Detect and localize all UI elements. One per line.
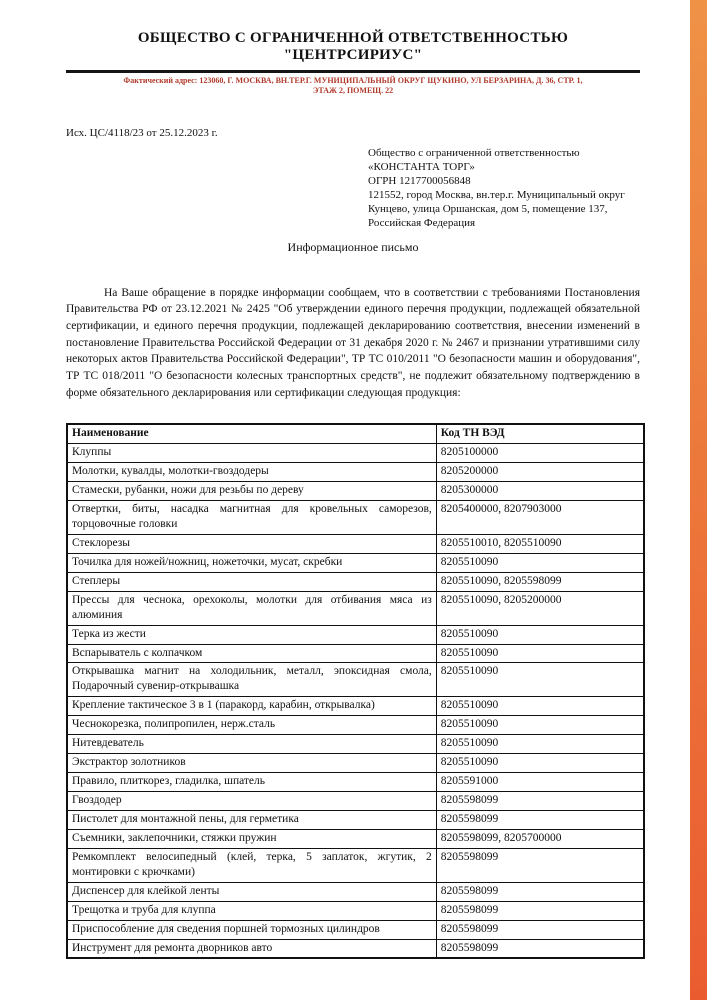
table-row [67,882,644,901]
table-row [67,735,644,754]
table-row [67,572,644,591]
tnved-code: 8205591000 [436,773,644,792]
product-name: Крепление тактическое 3 в 1 (паракорд, карабин, открывалка) [67,697,436,716]
table-row [67,848,644,882]
table-row [67,591,644,625]
letter-content [66,30,640,959]
tnved-code: 8205598099 [436,810,644,829]
table-row [67,792,644,811]
column-header-name: Наименование [67,424,436,443]
table-row [67,444,644,463]
letter-body: На Ваше обращение в порядке информации сообщаем, что в соответствии с требованиями Постановления Правительства РФ от 23.12.2021 № 2425 "Об утверждении единого перечня продукции, подлежащей обязательной сертификации, и единого перечня продукции, подлежащей декларированию соответствия, внесении изменений в постановление Правительства Российской Федерации от 31 декабря 2020 г. № 2467 и признании утратившими силу некоторых актов Правительства Российской Федерации", ТР ТС 010/2011 "О безопасности машин и оборудования", ТР ТС 018/2011 "О безопасности колесных транспортных средств", не подлежит обязательному подтверждению в форме обязательного декларирования или сертификации следующая продукция: [66,286,640,399]
table-row [67,663,644,697]
table-row [67,644,644,663]
table-row [67,553,644,572]
tnved-code: 8205300000 [436,482,644,501]
org-title-line2: "ЦЕНТРСИРИУС" [283,47,423,64]
product-name: Терка из жести [67,625,436,644]
accent-side-bar [690,0,707,1000]
table-row [67,901,644,920]
tnved-code: 8205598099 [436,792,644,811]
tnved-code: 8205598099 [436,920,644,939]
recipient-line: ОГРН 1217700056848 [368,175,471,188]
product-name: Пистолет для монтажной пены, для герметика [67,810,436,829]
recipient-line: Кунцево, улица Оршанская, дом 5, помещение 137, [368,203,608,216]
tnved-code: 8205510090 [436,754,644,773]
outgoing-reference: Исх. ЦС/4118/23 от 25.12.2023 г. [66,127,218,140]
product-name: Диспенсер для клейкой ленты [67,882,436,901]
recipient-line: Общество с ограниченной ответственностью [368,147,580,160]
tnved-code: 8205598099 [436,901,644,920]
product-name: Экстрактор золотников [67,754,436,773]
org-title [66,30,640,65]
table-row [67,810,644,829]
recipient-line: 121552, город Москва, вн.тер.г. Муниципальный округ [368,189,625,202]
product-name: Правило, плиткорез, гладилка, шпатель [67,773,436,792]
tnved-code: 8205400000, 8207903000 [436,501,644,535]
tnved-code: 8205510090 [436,644,644,663]
tnved-code: 8205598099 [436,939,644,958]
product-name: Приспособление для сведения поршней тормозных цилиндров [67,920,436,939]
column-header-code: Код ТН ВЭД [436,424,644,443]
table-header-row [67,424,644,443]
table-row [67,754,644,773]
tnved-code: 8205510090 [436,697,644,716]
product-table-body [67,444,644,959]
product-name: Степлеры [67,572,436,591]
letter-title: Информационное письмо [287,239,419,254]
product-name: Молотки, кувалды, молотки-гвоздодеры [67,463,436,482]
table-row [67,920,644,939]
table-row [67,463,644,482]
product-name: Стеклорезы [67,534,436,553]
product-name: Съемники, заклепочники, стяжки пружин [67,829,436,848]
tnved-code: 8205100000 [436,444,644,463]
product-name: Инструмент для ремонта дворников авто [67,939,436,958]
product-name: Нитевдеватель [67,735,436,754]
table-row [67,829,644,848]
product-name: Ремкомплект велосипедный (клей, терка, 5 заплаток, жгутик, 2 монтировки с крючками) [67,848,436,882]
tnved-code: 8205598099 [436,882,644,901]
tnved-code: 8205510090 [436,553,644,572]
product-name: Чеснокорезка, полипропилен, нерж.сталь [67,716,436,735]
header-divider [66,70,640,73]
product-table-head [67,424,644,443]
table-row [67,501,644,535]
tnved-code: 8205510090, 8205200000 [436,591,644,625]
org-title-line1: ОБЩЕСТВО С ОГРАНИЧЕННОЙ ОТВЕТСТВЕННОСТЬЮ [137,30,569,46]
product-name: Вспарыватель с колпачком [67,644,436,663]
recipient-line: «КОНСТАНТА ТОРГ» [368,161,475,174]
table-row [67,716,644,735]
tnved-code: 8205200000 [436,463,644,482]
tnved-code: 8205598099 [436,848,644,882]
tnved-code: 8205510090 [436,716,644,735]
product-name: Гвоздодер [67,792,436,811]
tnved-code: 8205510090 [436,735,644,754]
table-row [67,939,644,958]
table-row [67,534,644,553]
tnved-code: 8205510090 [436,625,644,644]
tnved-code: 8205510010, 8205510090 [436,534,644,553]
product-name: Прессы для чеснока, орехоколы, молотки для отбивания мяса из алюминия [67,591,436,625]
table-row [67,482,644,501]
product-name: Трещотка и труба для клуппа [67,901,436,920]
product-name: Точилка для ножей/ножниц, ножеточки, мусат, скребки [67,553,436,572]
org-address-line2: ЭТАЖ 2, ПОМЕЩ. 22 [312,86,394,96]
tnved-code: 8205510090, 8205598099 [436,572,644,591]
recipient-line: Российская Федерация [368,217,476,230]
recipient-block [368,146,640,230]
product-name: Стамески, рубанки, ножи для резьбы по дереву [67,482,436,501]
org-address [66,76,640,98]
product-name: Отвертки, биты, насадка магнитная для кровельных саморезов, торцовочные головки [67,501,436,535]
org-address-line1: Фактический адрес: 123060, Г. МОСКВА, ВН.ТЕР.Г. МУНИЦИПАЛЬНЫЙ ОКРУГ ЩУКИНО, УЛ БЕРЗАРИНА, Д. 36, СТР. 1, [123,75,583,85]
tnved-code: 8205598099, 8205700000 [436,829,644,848]
product-name: Клуппы [67,444,436,463]
table-row [67,697,644,716]
tnved-code: 8205510090 [436,663,644,697]
product-table [66,423,645,959]
table-row [67,773,644,792]
table-row [67,625,644,644]
product-name: Открывашка магнит на холодильник, металл, эпоксидная смола, Подарочный сувенир-открывашка [67,663,436,697]
